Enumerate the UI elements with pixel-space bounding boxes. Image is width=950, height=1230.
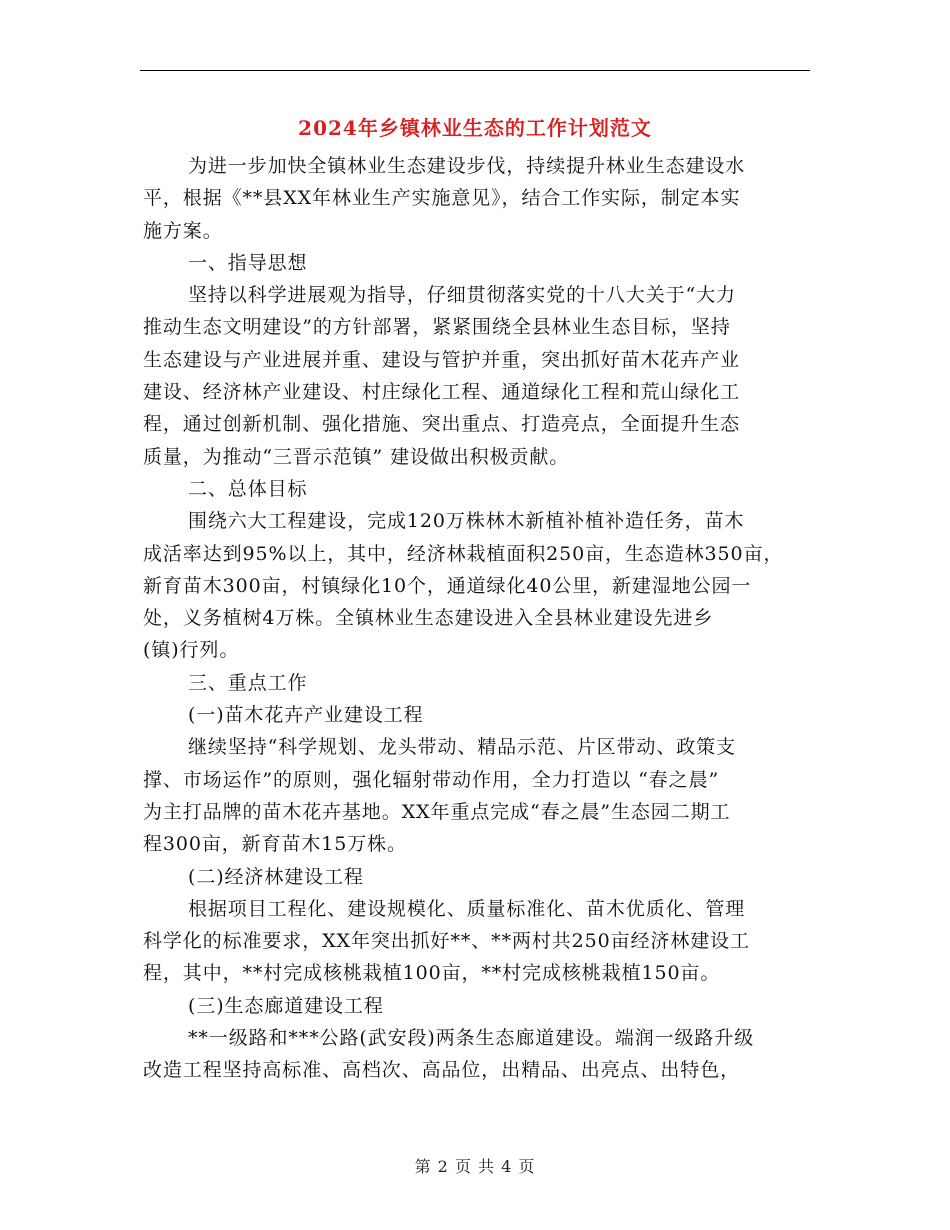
body-line: 三、重点工作 [188, 671, 308, 694]
page-number: 第 2 页 共 4 页 [414, 1157, 536, 1176]
body-line: 程300亩，新育苗木15万株。 [143, 833, 407, 856]
body-line: (一)苗木花卉产业建设工程 [188, 704, 424, 727]
body-line: 二、总体目标 [188, 477, 308, 500]
body-line: 程，通过创新机制、强化措施、突出重点、打造亮点，全面提升生态 [143, 413, 741, 436]
body-line: 程，其中，**村完成核桃栽植100亩，**村完成核桃栽植150亩。 [143, 962, 721, 985]
body-line: 生态建设与产业进展并重、建设与管护并重，突出抓好苗木花卉产业 [143, 348, 741, 371]
body-line: **一级路和***公路(武安段)两条生态廊道建设。端润一级路升级 [188, 1027, 755, 1050]
header-rule [140, 70, 810, 71]
document-title: 2024年乡镇林业生态的工作计划范文 [298, 116, 652, 140]
body-line: 处，义务植树4万株。全镇林业生态建设进入全县林业建设先进乡 [143, 607, 714, 630]
body-line: 改造工程坚持高标准、高档次、高品位，出精品、出亮点、出特色， [143, 1059, 741, 1082]
body-line: 建设、经济林产业建设、村庄绿化工程、通道绿化工程和荒山绿化工 [143, 381, 741, 404]
body-line: 为主打品牌的苗木花卉基地。XX年重点完成“春之晨”生态园二期工 [143, 800, 731, 823]
body-line: 一、指导思想 [188, 251, 308, 274]
body-line: 平，根据《**县XX年林业生产实施意见》，结合工作实际，制定本实 [143, 187, 741, 210]
body-line: 新育苗木300亩，村镇绿化10个，通道绿化40公里，新建湿地公园一 [143, 574, 752, 597]
body-line: 质量，为推动“三晋示范镇” 建设做出积极贡献。 [143, 445, 570, 468]
body-line: 坚持以科学进展观为指导，仔细贯彻落实党的十八大关于“大力 [188, 284, 736, 307]
body-line: (镇)行列。 [143, 639, 240, 662]
body-line: 为进一步加快全镇林业生态建设步伐，持续提升林业生态建设水 [188, 155, 746, 177]
body-line: 撑、市场运作”的原则，强化辐射带动作用，全力打造以 “春之晨” [143, 768, 720, 791]
body-line: 科学化的标准要求，XX年突出抓好**、**两村共250亩经济林建设工 [143, 930, 750, 953]
body-line: 根据项目工程化、建设规模化、质量标准化、苗木优质化、管理 [188, 897, 746, 920]
body-line: (三)生态廊道建设工程 [188, 994, 384, 1017]
body-line: 围绕六大工程建设，完成120万株林木新植补植补造任务，苗木 [188, 510, 745, 533]
body-line: 施方案。 [143, 219, 223, 242]
body-line: 继续坚持“科学规划、龙头带动、精品示范、片区带动、政策支 [188, 736, 736, 759]
document-body [143, 150, 810, 1087]
body-line: 成活率达到95%以上，其中，经济林栽植面积250亩，生态造林350亩， [143, 542, 784, 565]
body-line: 推动生态文明建设”的方针部署，紧紧围绕全县林业生态目标，坚持 [143, 316, 731, 339]
body-line: (二)经济林建设工程 [188, 865, 364, 888]
